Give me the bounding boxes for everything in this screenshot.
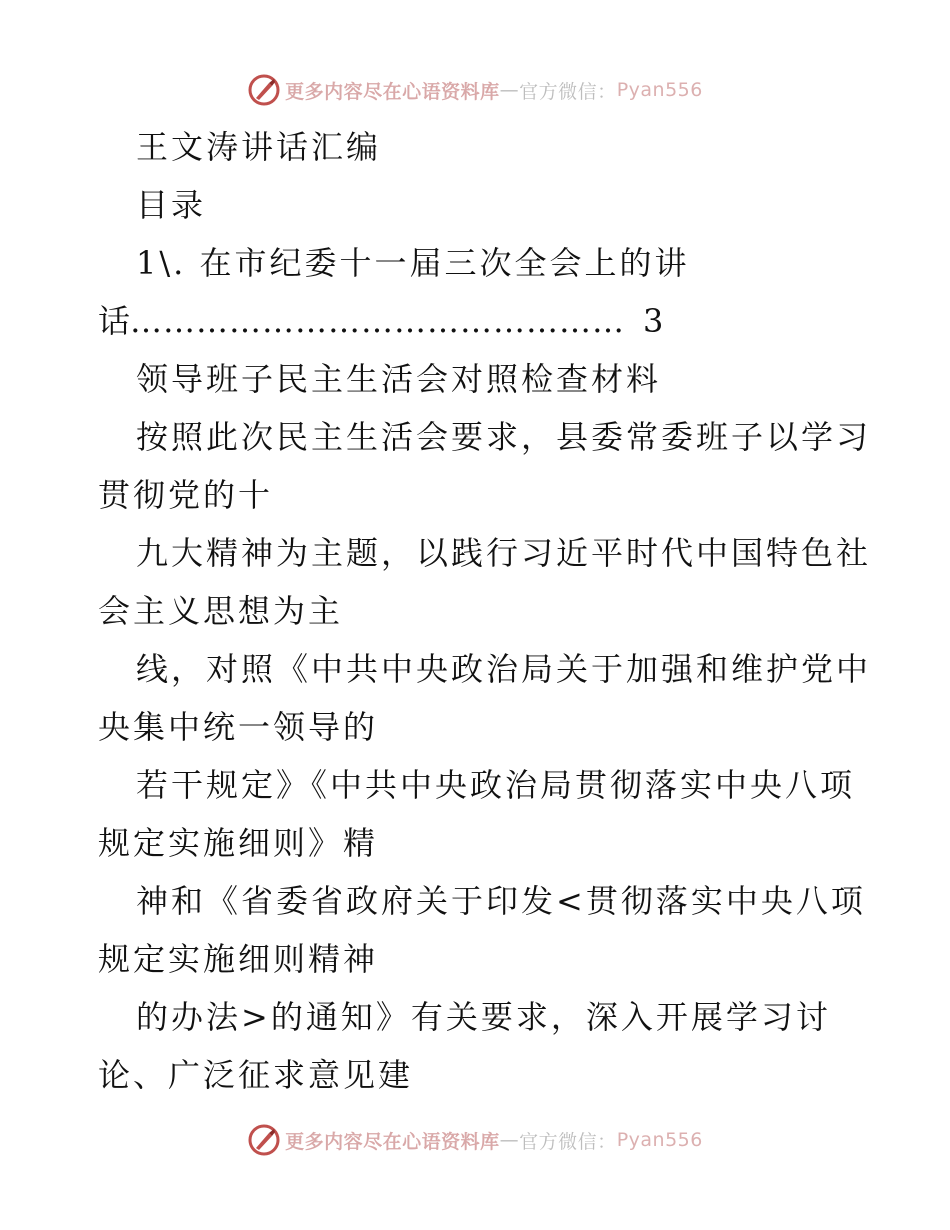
paragraph-line: 神和《省委省政府关于印发<贯彻落实中央八项	[136, 882, 866, 920]
toc-item-1-tail-text: 话	[98, 302, 131, 340]
paragraph-line: 的办法>的通知》有关要求，深入开展学习讨	[136, 998, 831, 1036]
paragraph-line: 线，对照《中共中央政治局关于加强和维护党中	[136, 650, 872, 688]
toc-leader-dots: ………………………………………	[130, 302, 626, 340]
section-title: 领导班子民主生活会对照检查材料	[136, 360, 662, 398]
paragraph-line: 论、广泛征求意见建	[98, 1056, 414, 1094]
paragraph-line: 规定实施细则》精	[98, 824, 379, 862]
watermark-main-text: 更多内容尽在心语资料库	[285, 80, 500, 103]
document-body	[98, 118, 872, 1104]
toc-page-number: 3	[643, 302, 664, 340]
paragraph-line: 央集中统一领导的	[98, 708, 379, 746]
toc-item-1-line-1: 1\. 在市纪委十一届三次全会上的讲	[136, 244, 690, 282]
paragraph-line: 若干规定》《中共中央政治局贯彻落实中央八项	[136, 766, 856, 804]
paragraph-line: 贯彻党的十	[98, 476, 274, 514]
watermark-dash: —	[499, 79, 520, 101]
watermark-official-label: 官方微信：	[519, 1130, 617, 1153]
watermark-wechat-id: Pyan556	[616, 1129, 703, 1151]
watermark-wechat-id: Pyan556	[616, 79, 703, 101]
document-title: 王文涛讲话汇编	[136, 128, 382, 166]
watermark-footer	[0, 1120, 950, 1160]
watermark-main-text: 更多内容尽在心语资料库	[285, 1130, 500, 1153]
paragraph-line: 按照此次民主生活会要求，县委常委班子以学习	[136, 418, 872, 456]
watermark-header	[0, 70, 950, 110]
watermark-official-label: 官方微信：	[519, 80, 617, 103]
paragraph-line: 规定实施细则精神	[98, 940, 379, 978]
toc-item-1-line-2	[98, 292, 868, 350]
watermark-dash: —	[499, 1129, 520, 1151]
quill-logo-icon	[247, 1123, 281, 1157]
paragraph-line: 会主义思想为主	[98, 592, 344, 630]
paragraph-line: 九大精神为主题，以践行习近平时代中国特色社	[136, 534, 872, 572]
toc-heading: 目录	[136, 186, 207, 224]
quill-logo-icon	[247, 73, 281, 107]
